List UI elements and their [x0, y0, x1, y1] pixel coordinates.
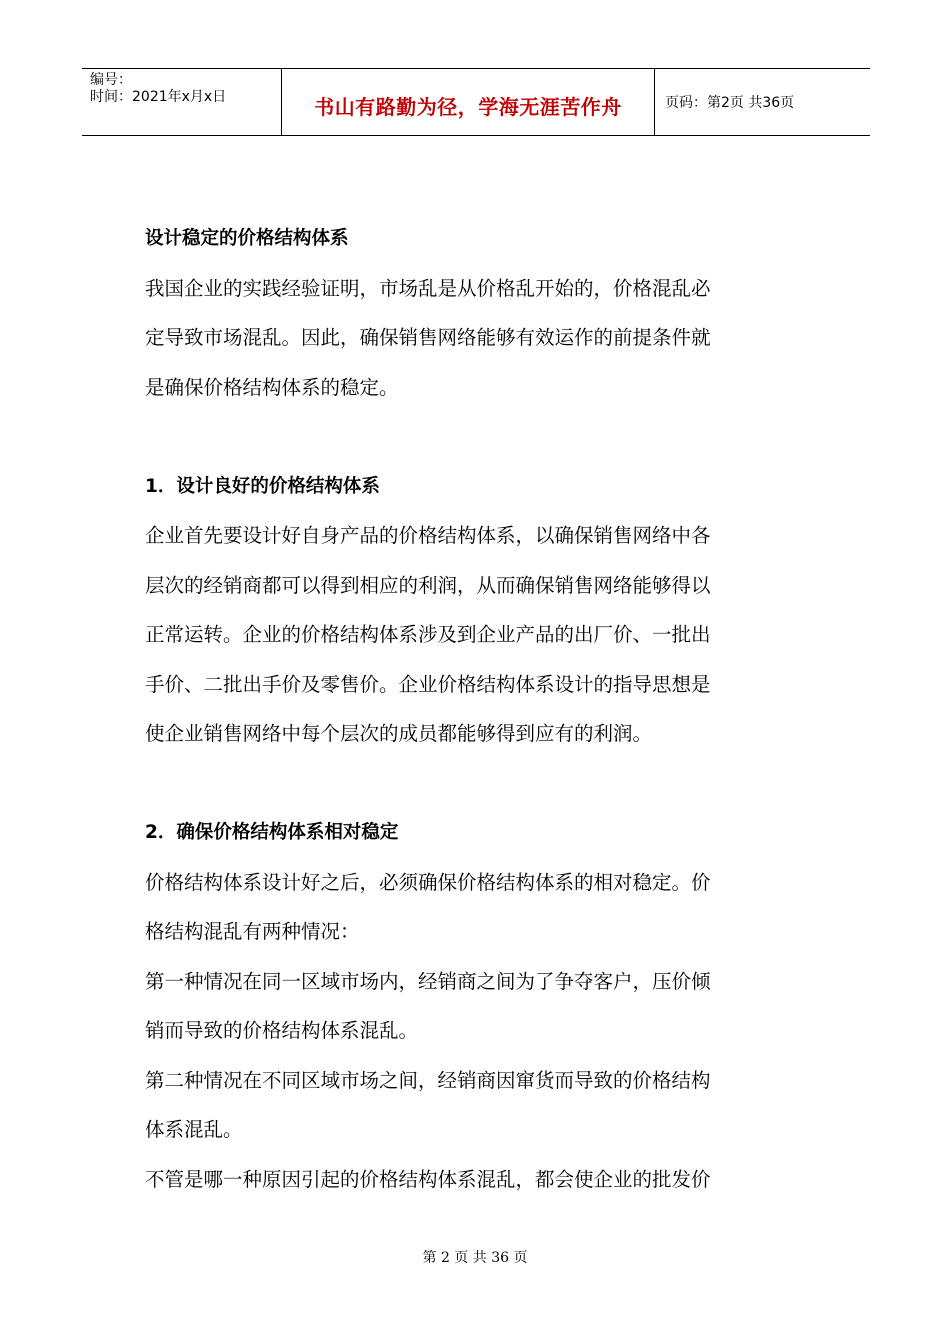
paragraph-gap [145, 412, 810, 462]
body-text-line: 格结构混乱有两种情况： [145, 920, 360, 943]
header-page-info: 页码：第2页 共36页 [665, 95, 795, 111]
document-body [145, 214, 810, 1204]
body-text-line: 定导致市场混乱。因此，确保销售网络能够有效运作的前提条件就 [145, 326, 711, 349]
body-text-line: 体系混乱。 [145, 1118, 243, 1141]
body-text-line: 第一种情况在同一区域市场内，经销商之间为了争夺客户，压价倾 [145, 969, 711, 993]
header-motto: 书山有路勤为径，学海无涯苦作舟 [314, 94, 622, 119]
page-footer [0, 1247, 950, 1267]
section-heading: 设计稳定的价格结构体系 [145, 228, 349, 249]
section-heading: 1．设计良好的价格结构体系 [145, 475, 380, 497]
header-meta-cell [82, 69, 282, 135]
page-header [82, 68, 870, 136]
header-motto-cell [282, 69, 655, 135]
body-text-line: 第二种情况在不同区域市场之间，经销商因窜货而导致的价格结构 [145, 1068, 711, 1092]
body-text-line: 是确保价格结构体系的稳定。 [145, 375, 399, 399]
body-text-line: 不管是哪一种原因引起的价格结构体系混乱，都会使企业的批发价 [145, 1167, 711, 1191]
body-text-line: 层次的经销商都可以得到相应的利润，从而确保销售网络能够得以 [145, 573, 711, 597]
body-text-line: 销而导致的价格结构体系混乱。 [145, 1019, 419, 1042]
body-text-line: 我国企业的实践经验证明，市场乱是从价格乱开始的，价格混乱必 [145, 276, 711, 300]
document-date-label: 时间：2021年x月x日 [90, 89, 227, 105]
section-heading: 2．确保价格结构体系相对稳定 [145, 822, 399, 843]
body-text-line: 企业首先要设计好自身产品的价格结构体系，以确保销售网络中各 [145, 524, 711, 547]
paragraph-gap [145, 759, 810, 809]
body-text-line: 手价、二批出手价及零售价。企业价格结构体系设计的指导思想是 [145, 672, 711, 696]
body-text-line: 正常运转。企业的价格结构体系涉及到企业产品的出厂价、一批出 [145, 623, 711, 646]
body-text-line: 使企业销售网络中每个层次的成员都能够得到应有的利润。 [145, 722, 653, 745]
header-page-cell [655, 69, 870, 135]
footer-page-number: 第 2 页 共 36 页 [422, 1250, 528, 1266]
body-text-line: 价格结构体系设计好之后，必须确保价格结构体系的相对稳定。价 [145, 870, 711, 894]
document-number-label: 编号： [90, 72, 132, 88]
